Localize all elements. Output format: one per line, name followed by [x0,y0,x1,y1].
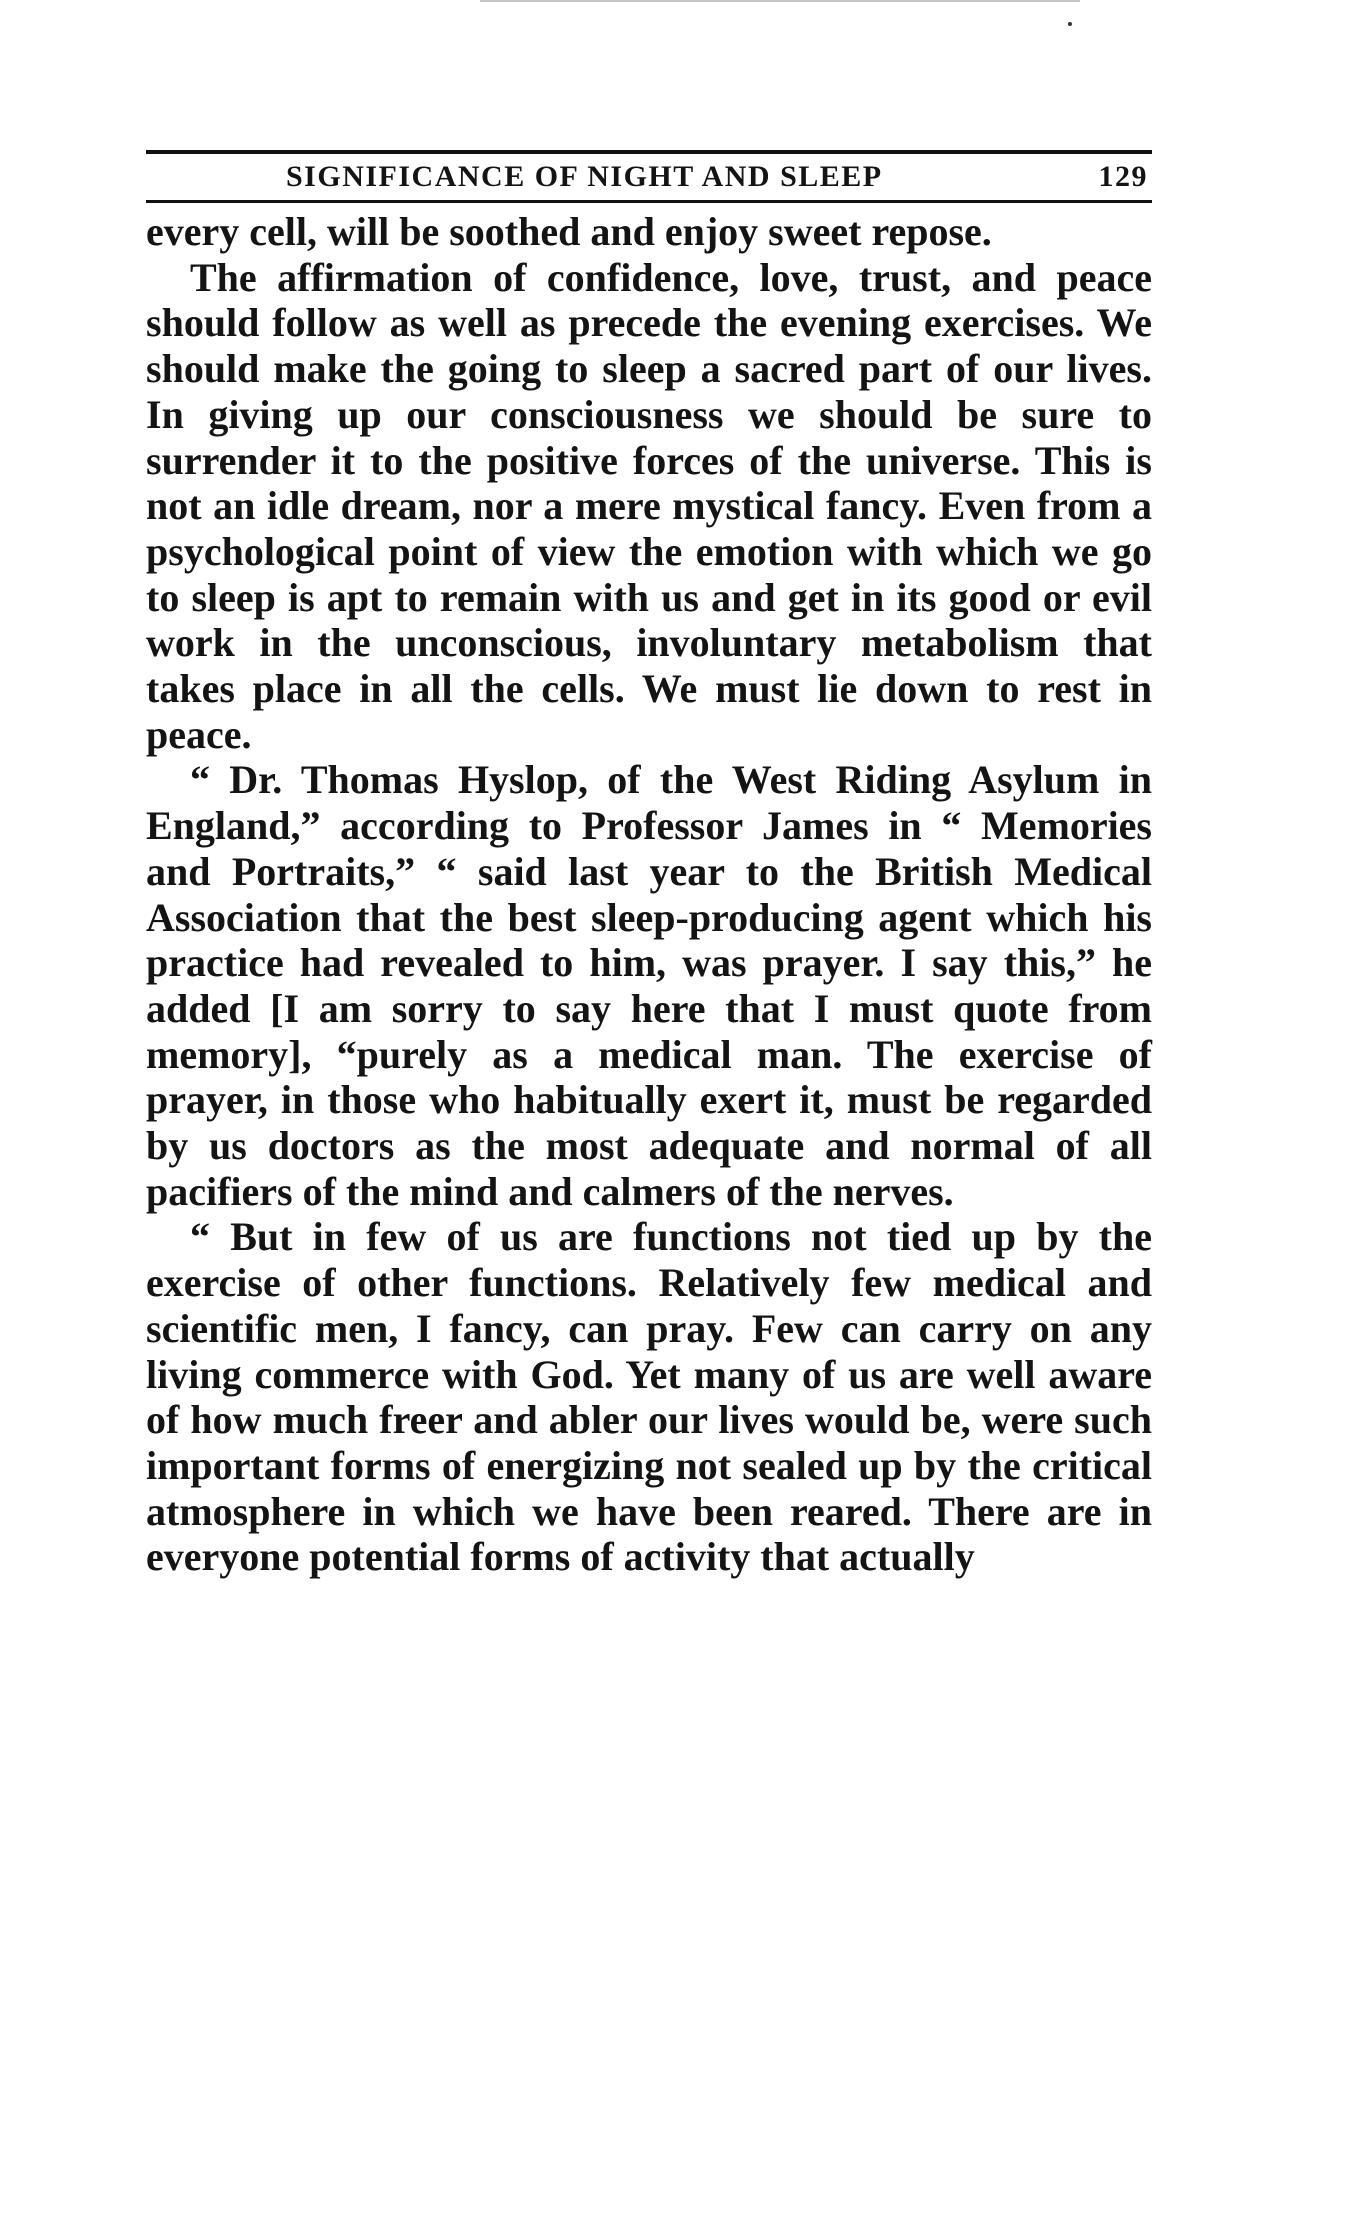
paragraph-affirmation: The affirmation of confidence, love, trust, and peace should follow as well as precede the evening exercises. We should make the going to sleep a sacred part of our lives. In giving up our consciousness we should be sure to surrender it to the positive forces of the universe. This is not an idle dream, nor a mere mystical fancy. Even from a psychological point of view the emotion with which we go to sleep is apt to remain with us and get in its good or evil work in the unconscious, involuntary metabolism that takes place in all the cells. We must lie down to rest in peace. [146,254,1152,757]
page-number: 129 [1098,160,1148,193]
paragraph-functions-quote: “ But in few of us are functions not tied up by the exercise of other functions. Relatively few medical and scientific men, I fancy, can pray. Few can carry on any living commerce with God. Yet many of us are well aware of how much freer and abler our lives would be, were such important forms of energizing not sealed up by the critical atmosphere in which we have been reared. There are in everyone potential forms of activity that actually [146,1214,1152,1580]
running-header [146,154,1152,200]
body-text [146,209,1152,1580]
paragraph-continuation: every cell, will be soothed and enjoy sweet repose. [146,209,992,254]
scan-edge-mark [480,0,1080,2]
running-title: SIGNIFICANCE OF NIGHT AND SLEEP [286,160,883,193]
book-page [146,150,1152,1580]
paragraph-hyslop-quote: “ Dr. Thomas Hyslop, of the West Riding Asylum in England,” according to Professor James in “ Memories and Portraits,” “ said last year to the British Medical Association that the best sleep-producing agent which his practice had revealed to him, was prayer. I say this,” he added [I am sorry to say here that I must quote from memory], “purely as a medical man. The exercise of prayer, in those who habitually exert it, must be regarded by us doctors as the most adequate and normal of all pacifiers of the mind and calmers of the nerves. [146,757,1152,1214]
header-rule-bottom [146,200,1152,203]
scan-speck [1068,22,1072,26]
